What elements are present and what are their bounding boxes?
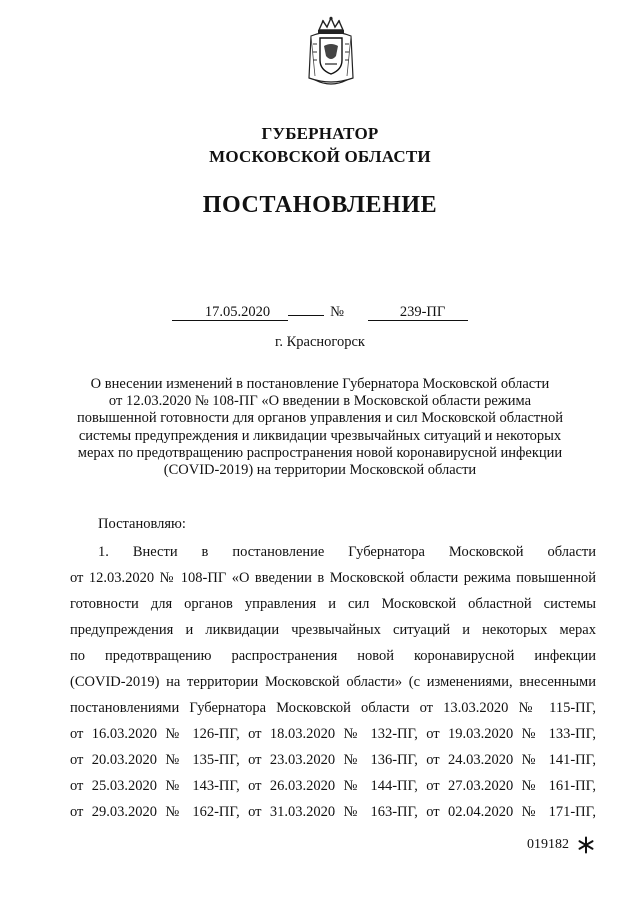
number-sign: № [330,304,344,320]
title-line: (COVID-2019) на территории Московской области [163,462,477,479]
body-line: (COVID-2019) на территории Московской области» (с изменениями, внесенными [70,674,596,690]
body-line: от 12.03.2020 № 108-ПГ «О введении в Московской области режима повышенной [70,570,596,586]
title-line: мерах по предотвращению распространения новой коронавирусной инфекции [77,444,563,461]
title-line: от 12.03.2020 № 108-ПГ «О введении в Московской области режима [108,393,532,410]
authority-title: ГУБЕРНАТОР [261,124,379,143]
body-line: от 29.03.2020 № 162-ПГ, от 31.03.2020 № 163-ПГ, от 02.04.2020 № 171-ПГ, [70,804,596,820]
body-line: 1. Внести в постановление Губернатора Московской области [98,544,596,560]
body-line: готовности для органов управления и сил Московской областной системы [70,596,596,612]
title-line: О внесении изменений в постановление Губернатора Московской области [90,376,550,392]
body-line: от 25.03.2020 № 143-ПГ, от 26.03.2020 № 144-ПГ, от 27.03.2020 № 161-ПГ, [70,778,596,794]
body-line: постановлениями Губернатора Московской области от 13.03.2020 № 115-ПГ, [70,700,596,716]
body-line: от 16.03.2020 № 126-ПГ, от 18.03.2020 № 132-ПГ, от 19.03.2020 № 133-ПГ, [70,726,596,742]
document-date: 17.05.2020 [172,304,288,321]
date-number-line [0,304,640,321]
body-line: по предотвращению распространения новой коронавирусной инфекции [70,648,596,664]
resolution-word: Постановляю: [98,516,186,532]
city-line: г. Красногорск [275,334,365,350]
document-type-heading: ПОСТАНОВЛЕНИЕ [202,192,438,218]
form-serial-number: 019182 [527,837,569,852]
coat-of-arms-emblem-icon [305,16,357,88]
document-title [60,376,580,479]
asterisk-mark-icon [577,836,595,854]
body-line: предупреждения и ликвидации чрезвычайных ситуаций и некоторых мерах [70,622,596,638]
body-line: от 20.03.2020 № 135-ПГ, от 23.03.2020 № 136-ПГ, от 24.03.2020 № 141-ПГ, [70,752,596,768]
title-line: системы предупреждения и ликвидации чрезвычайных ситуаций и некоторых [78,427,562,444]
document-number: 239-ПГ [368,304,468,321]
authority-region: МОСКОВСКОЙ ОБЛАСТИ [209,147,431,166]
title-line: повышенной готовности для органов управления и сил Московской областной [76,410,564,427]
